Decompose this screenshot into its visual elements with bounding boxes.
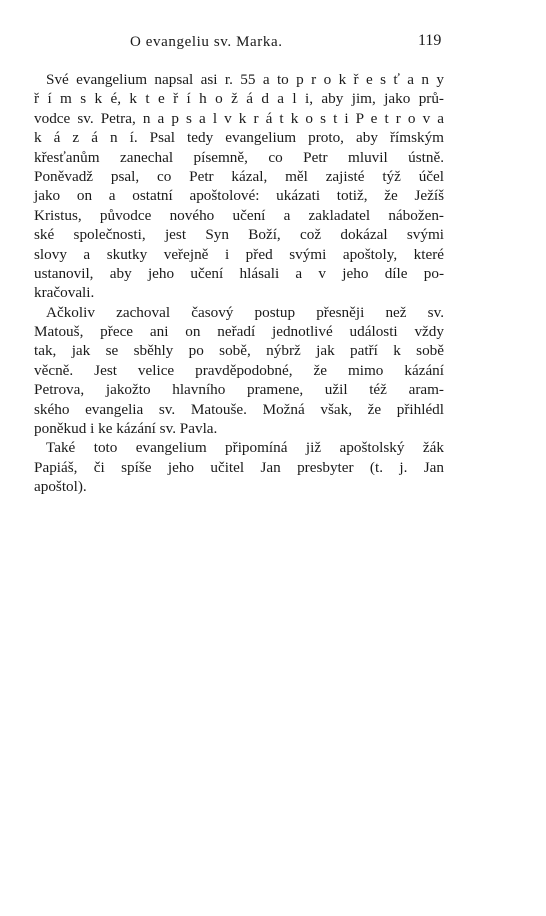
text-line: ského evangelia sv. Matouše. Možná však, že přihlédl	[34, 400, 444, 418]
text-line: poněkud i ke kázání sv. Pavla.	[34, 420, 218, 438]
text-line: křesťanům zanechal písemně, co Petr mluvil ústně.	[34, 148, 444, 166]
text-line: kračovali.	[34, 284, 95, 302]
paragraph-2	[34, 303, 444, 439]
text-line: Ačkoliv zachoval časový postup přesněji než sv.	[46, 303, 444, 321]
text-line: Také toto evangelium připomíná již apoštolský žák	[46, 439, 444, 457]
paragraph-1	[34, 70, 444, 303]
text-line: jako on a ostatní apoštolové: ukázati totiž, že Ježíš	[34, 187, 444, 205]
text-line: Poněvadž psal, co Petr kázal, měl zajisté týž účel	[34, 167, 444, 185]
text-line: ř í m s k é, k t e ř í h o ž á d a l i, aby jim, jako prů-	[34, 90, 444, 108]
running-head	[0, 34, 546, 56]
text-line: věcně. Jest velice pravděpodobné, že mimo kázání	[34, 361, 444, 379]
paragraph-3	[34, 438, 444, 496]
text-line: k á z á n í. Psal tedy evangelium proto, aby římským	[34, 129, 444, 147]
text-line: ustanovil, aby jeho učení hlásali a v jeho díle po-	[34, 264, 444, 282]
text-line: Své evangelium napsal asi r. 55 a to p r o k ř e s ť a n y	[46, 71, 444, 88]
text-line: Papiáš, či spíše jeho učitel Jan presbyter (t. j. Jan	[34, 458, 444, 476]
text-line: ské společnosti, jest Syn Boží, což dokázal svými	[34, 226, 444, 244]
text-line: apoštol).	[34, 478, 87, 496]
text-line: Kristus, původce nového učení a zakladatel nábožen-	[34, 206, 444, 224]
text-line: slovy a skutky veřejně i před svými apoštoly, které	[34, 245, 444, 263]
running-title: O evangeliu sv. Marka.	[130, 34, 283, 50]
text-line: Matouš, přece ani on neřadí jednotlivé události vždy	[34, 323, 444, 341]
text-line: vodce sv. Petra, n a p s a l v k r á t k o s t i P e t r o v a	[34, 109, 444, 127]
body-text	[34, 70, 444, 497]
text-line: Petrova, jakožto hlavního pramene, užil též aram-	[34, 381, 444, 399]
text-line: tak, jak se sběhly po sobě, nýbrž jak patří k sobě	[34, 342, 444, 360]
page-number: 119	[418, 32, 442, 49]
